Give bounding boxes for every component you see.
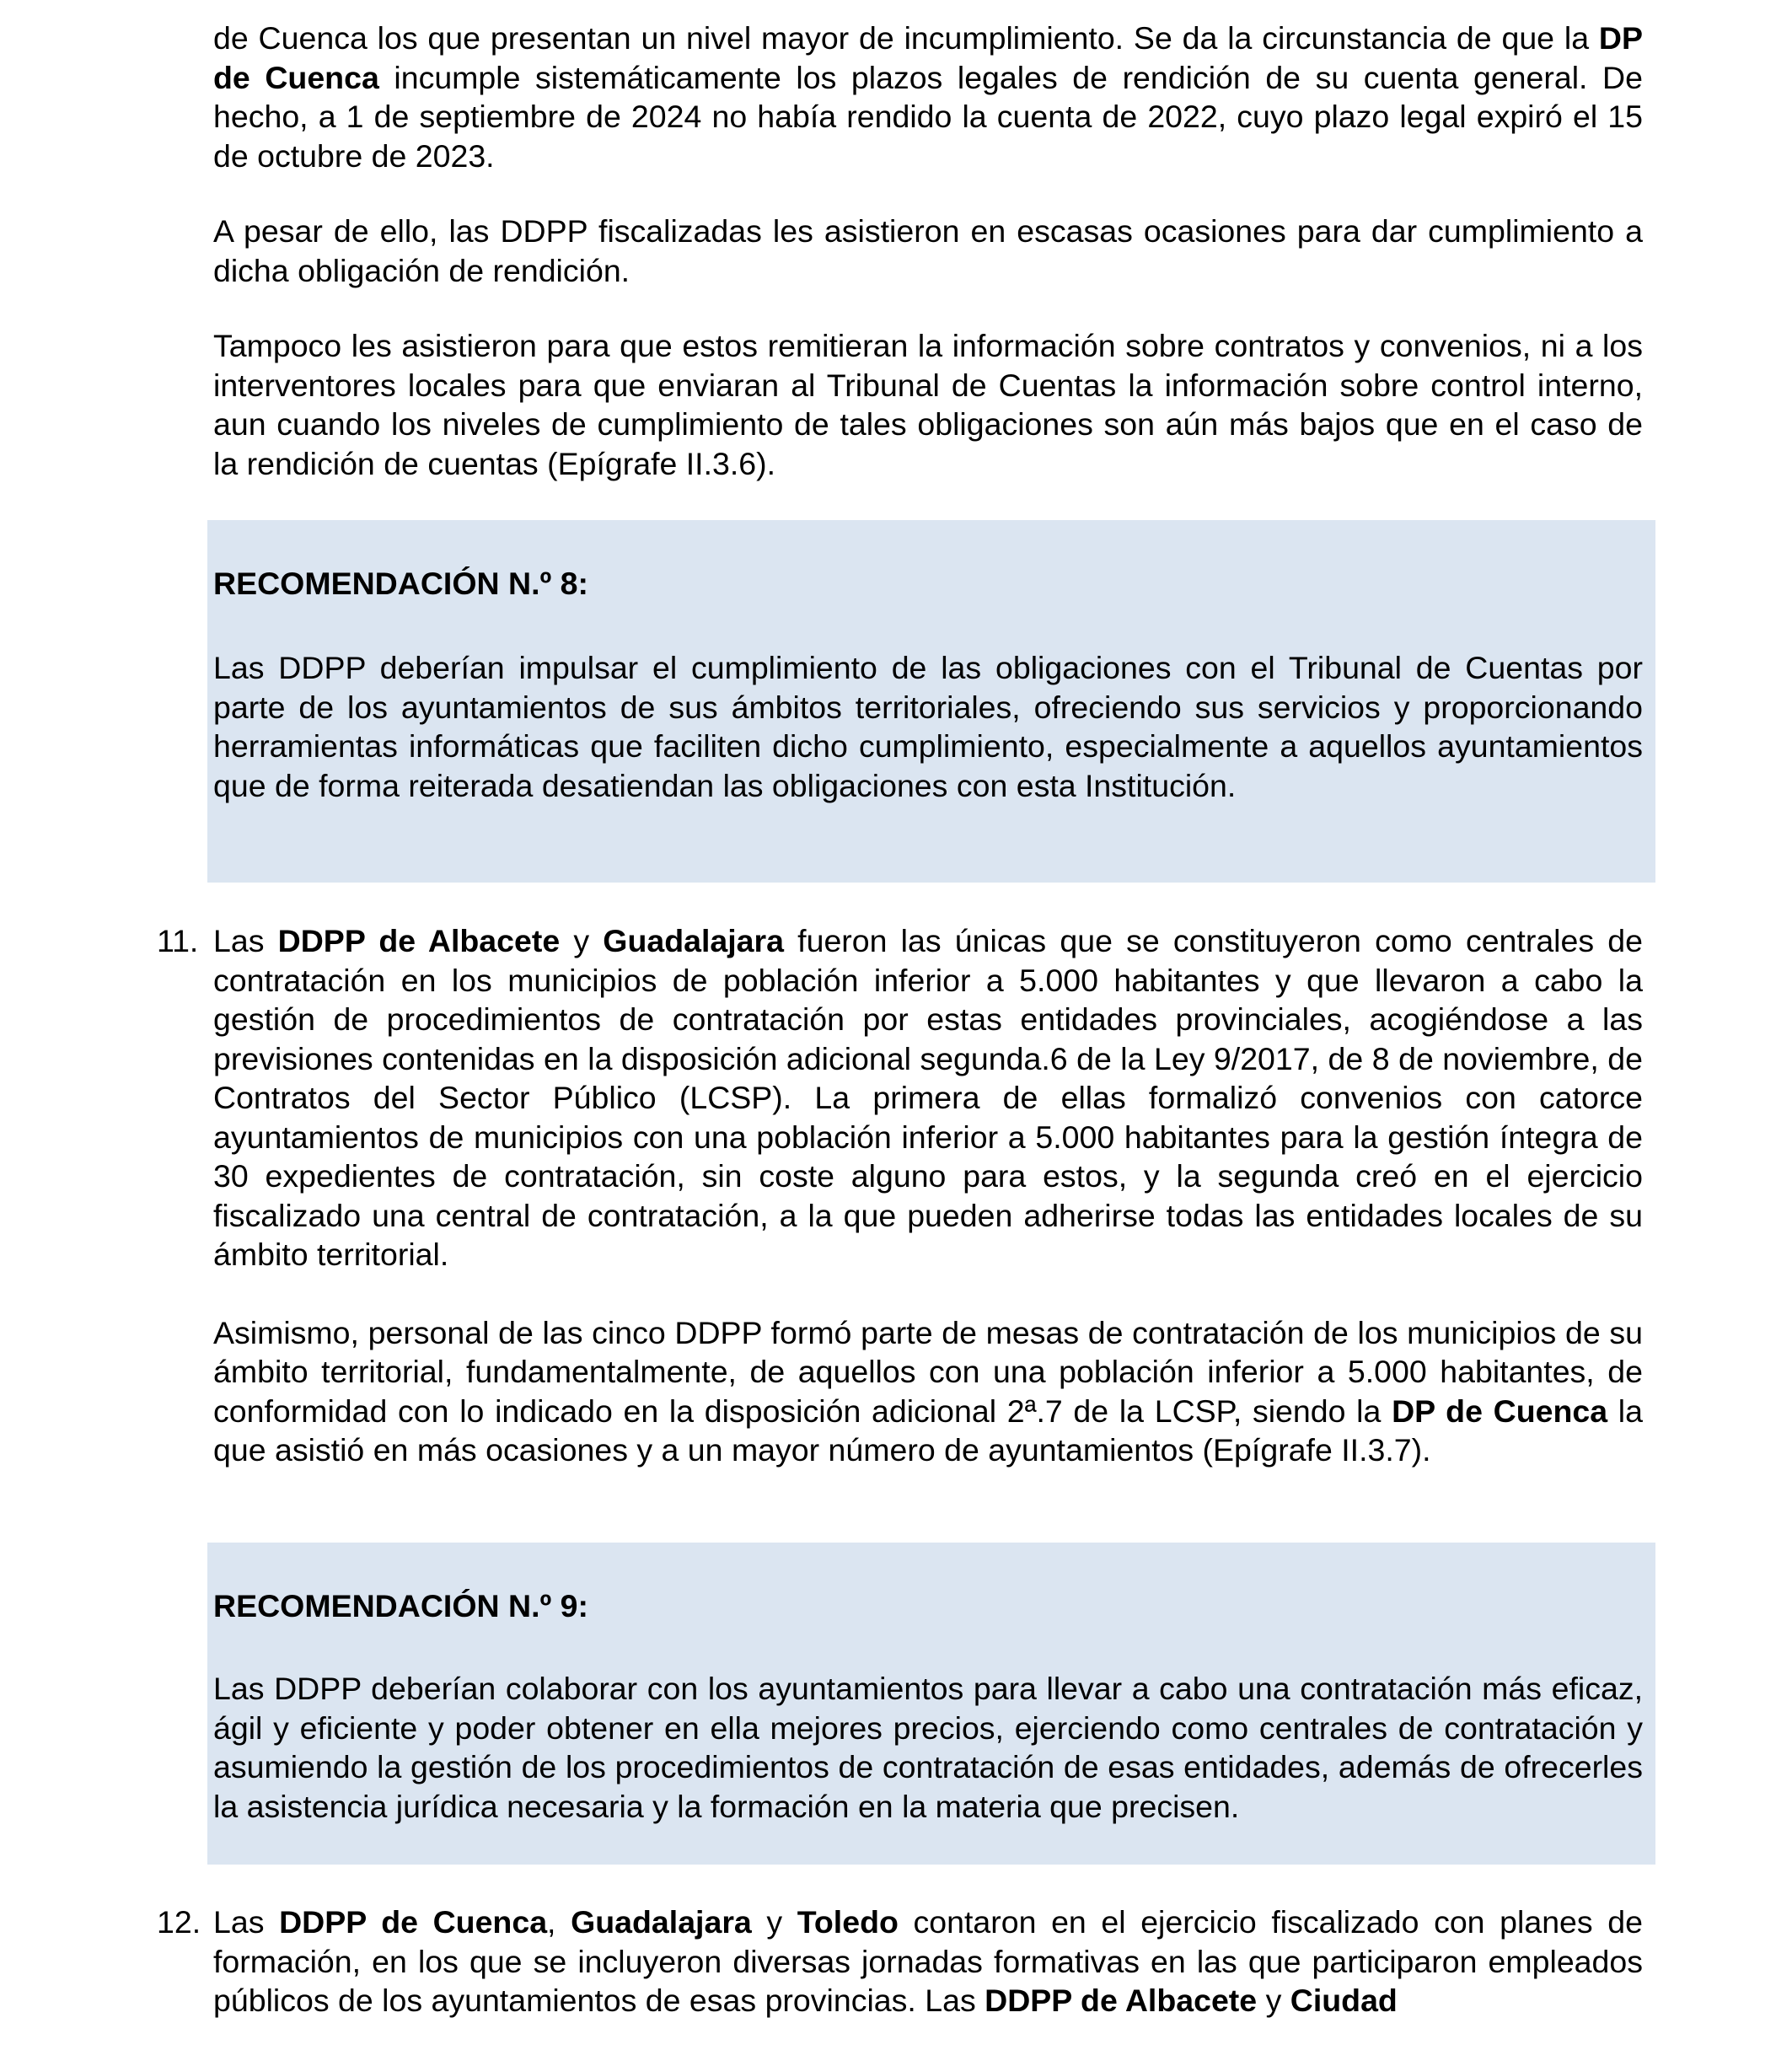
- recommendation-9-text: Las DDPP deberían colaborar con los ayuntamientos para llevar a cabo una contratación más eficaz, ágil y eficiente y poder obtener en ella mejores precios, ejerciendo como centrales de contratación y asumiendo la gestión de los procedimientos de contratación de esas entidades, además de ofrecerles la asistencia jurídica necesaria y la formación en la materia que precisen.: [213, 1671, 1643, 1824]
- item-12-body: [213, 1902, 1643, 2020]
- paragraph-asistencia-rendicion: A pesar de ello, las DDPP fiscalizadas les asistieron en escasas ocasiones para dar cumplimiento a dicha obligación de rendición.: [213, 213, 1643, 288]
- bold-ciudad: Ciudad: [1290, 1983, 1398, 2018]
- recommendation-8-text: Las DDPP deberían impulsar el cumplimiento de las obligaciones con el Tribunal de Cuentas por parte de los ayuntamientos de sus ámbitos territoriales, ofreciendo sus servicios y proporcionando herramientas informáticas que faciliten dicho cumplimiento, especialmente a aquellos ayuntamientos que de forma reiterada desatiendan las obligaciones con esta Institución.: [213, 650, 1643, 803]
- recommendation-9-title: RECOMENDACIÓN N.º 9:: [213, 1588, 588, 1623]
- paragraph-cuenta-general: [213, 19, 1643, 175]
- paragraph-contratos-convenios: Tampoco les asistieron para que estos remitieran la información sobre contratos y convenios, ni a los interventores locales para que enviaran al Tribunal de Cuentas la información sobre control interno, aun cuando los niveles de cumplimiento de tales obligaciones son aún más bajos que en el caso de la rendición de cuentas (Epígrafe II.3.6).: [213, 328, 1643, 481]
- bold-guadalajara: Guadalajara: [571, 1904, 752, 1940]
- text-run: y: [560, 923, 604, 958]
- text-run: contaron en el ejercicio fiscalizado con planes de formación, en los que se incluyeron diversas jornadas formativas en las que participaron empleados públicos de los ayuntamientos de esas provincias. Las: [213, 1904, 1643, 2018]
- text-run: Las: [213, 923, 278, 958]
- bold-toledo: Toledo: [797, 1904, 899, 1940]
- item-11-body: [213, 921, 1643, 1470]
- bold-dp-cuenca: DP de Cuenca: [1392, 1393, 1608, 1429]
- text-run: ,: [547, 1904, 571, 1940]
- text-run: Asimismo, personal de las cinco DDPP formó parte de mesas de contratación de los municipios de su ámbito territorial, fundamentalmente, de aquellos con una población inferior a 5.000 habitantes, de conformidad con lo indicado en la disposición adicional 2ª.7 de la LCSP, siendo la: [213, 1314, 1643, 1429]
- item-12-paragraph: [213, 1902, 1643, 2020]
- text-run: incumple sistemáticamente los plazos legales de rendición de su cuenta general. De hecho, a 1 de septiembre de 2024 no había rendido la cuenta de 2022, cuyo plazo legal expiró el 15 de octubre de 2023.: [213, 59, 1643, 174]
- recommendation-8-title: RECOMENDACIÓN N.º 8:: [213, 566, 588, 601]
- item-11-paragraph-1: [213, 921, 1643, 1275]
- item-11-paragraph-2: [213, 1313, 1643, 1470]
- recommendation-9-box: [207, 1543, 1655, 1865]
- text-run: la que asistió en más ocasiones y a un mayor número de ayuntamientos (Epígrafe II.3.7).: [213, 1393, 1643, 1468]
- recommendation-8-box: [207, 520, 1655, 883]
- bold-guadalajara: Guadalajara: [603, 923, 784, 958]
- text-run: y: [751, 1904, 797, 1940]
- bold-ddpp-albacete: DDPP de Albacete: [985, 1983, 1258, 2018]
- bold-ddpp-albacete: DDPP de Albacete: [277, 923, 561, 958]
- item-number: 11.: [157, 923, 199, 958]
- text-run: Las: [213, 1904, 280, 1940]
- bold-ddpp-cuenca: DDPP de Cuenca: [279, 1904, 548, 1940]
- bold-dp-cuenca: DP de Cuenca: [213, 20, 1643, 95]
- item-number: 12.: [157, 1904, 201, 1940]
- text-run: de Cuenca los que presentan un nivel mayor de incumplimiento. Se da la circunstancia de que la: [213, 20, 1599, 56]
- text-run: fueron las únicas que se constituyeron como centrales de contratación en los municipios de población inferior a 5.000 habitantes y que llevaron a cabo la gestión de procedimientos de contratación por estas entidades provinciales, acogiéndose a las previsiones contenidas en la disposición adicional segunda.6 de la Ley 9/2017, de 8 de noviembre, de Contratos del Sector Público (LCSP). La primera de ellas formalizó convenios con catorce ayuntamientos de municipios con una población inferior a 5.000 habitantes para la gestión íntegra de 30 expedientes de contratación, sin coste alguno para estos, y la segunda creó en el ejercicio fiscalizado una central de contratación, a la que pueden adherirse todas las entidades locales de su ámbito territorial.: [213, 923, 1643, 1272]
- text-run: y: [1257, 1983, 1290, 2018]
